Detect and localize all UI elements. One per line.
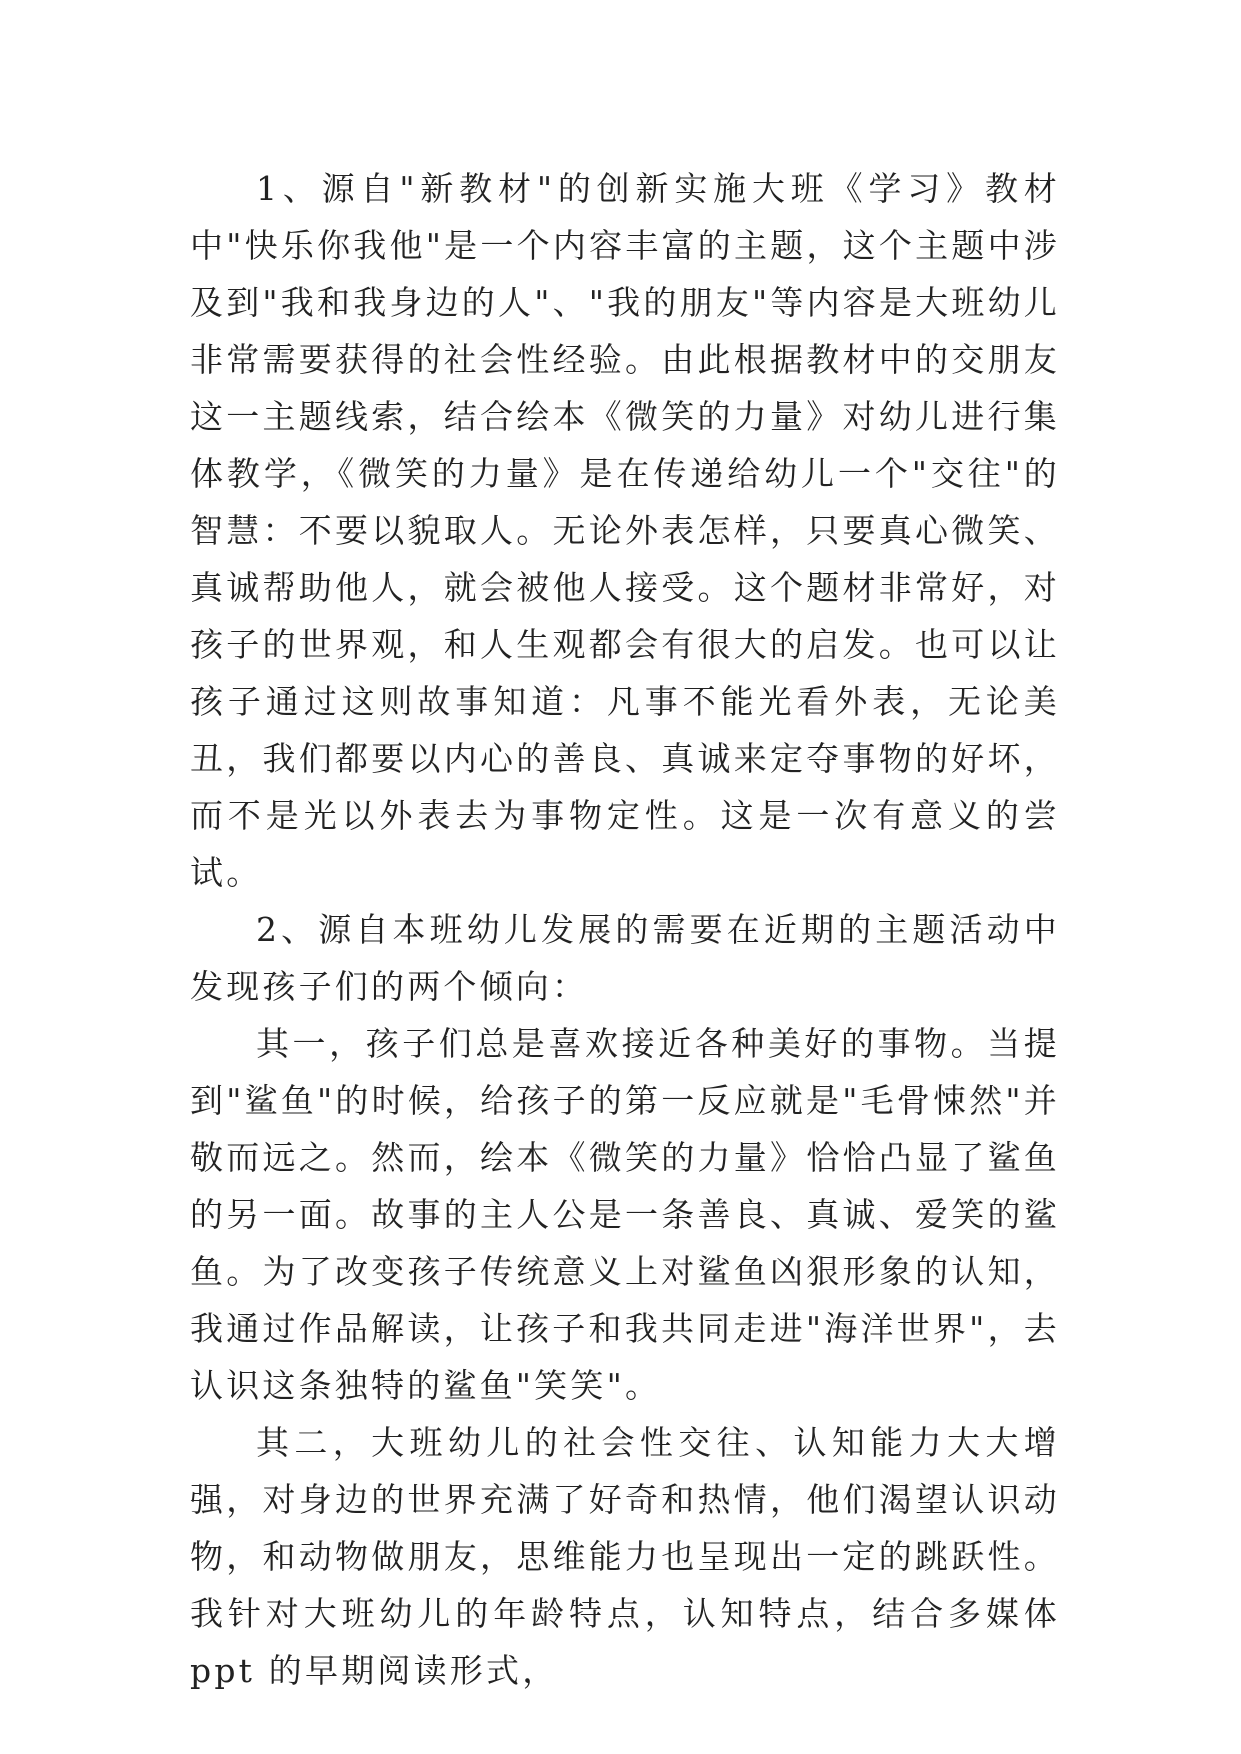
paragraph-tendency-one: 其一，孩子们总是喜欢接近各种美好的事物。当提到"鲨鱼"的时候，给孩子的第一反应就是"毛骨悚然"并敬而远之。然而，绘本《微笑的力量》恰恰凸显了鲨鱼的另一面。故事的主人公是一条善良、真诚、爱笑的鲨鱼。为了改变孩子传统意义上对鲨鱼凶狠形象的认知，我通过作品解读，让孩子和我共同走进"海洋世界"，去认识这条独特的鲨鱼"笑笑"。 (190, 1024, 1060, 1405)
paragraph-tendency-two: 其二，大班幼儿的社会性交往、认知能力大大增强，对身边的世界充满了好奇和热情，他们渴望认识动物，和动物做朋友，思维能力也呈现出一定的跳跃性。我针对大班幼儿的年龄特点，认知特点，结合多媒体 ppt 的早期阅读形式， (190, 1423, 1060, 1690)
document-body (190, 160, 1060, 1699)
paragraph-source-development: 2、源自本班幼儿发展的需要在近期的主题活动中发现孩子们的两个倾向： (190, 910, 1060, 1006)
paragraph-source-textbook: 1、源自"新教材"的创新实施大班《学习》教材中"快乐你我他"是一个内容丰富的主题，这个主题中涉及到"我和我身边的人"、"我的朋友"等内容是大班幼儿非常需要获得的社会性经验。由此根据教材中的交朋友这一主题线索，结合绘本《微笑的力量》对幼儿进行集体教学，《微笑的力量》是在传递给幼儿一个"交往"的智慧：不要以貌取人。无论外表怎样，只要真心微笑、真诚帮助他人，就会被他人接受。这个题材非常好，对孩子的世界观，和人生观都会有很大的启发。也可以让孩子通过这则故事知道：凡事不能光看外表，无论美丑，我们都要以内心的善良、真诚来定夺事物的好坏，而不是光以外表去为事物定性。这是一次有意义的尝试。 (190, 169, 1060, 892)
